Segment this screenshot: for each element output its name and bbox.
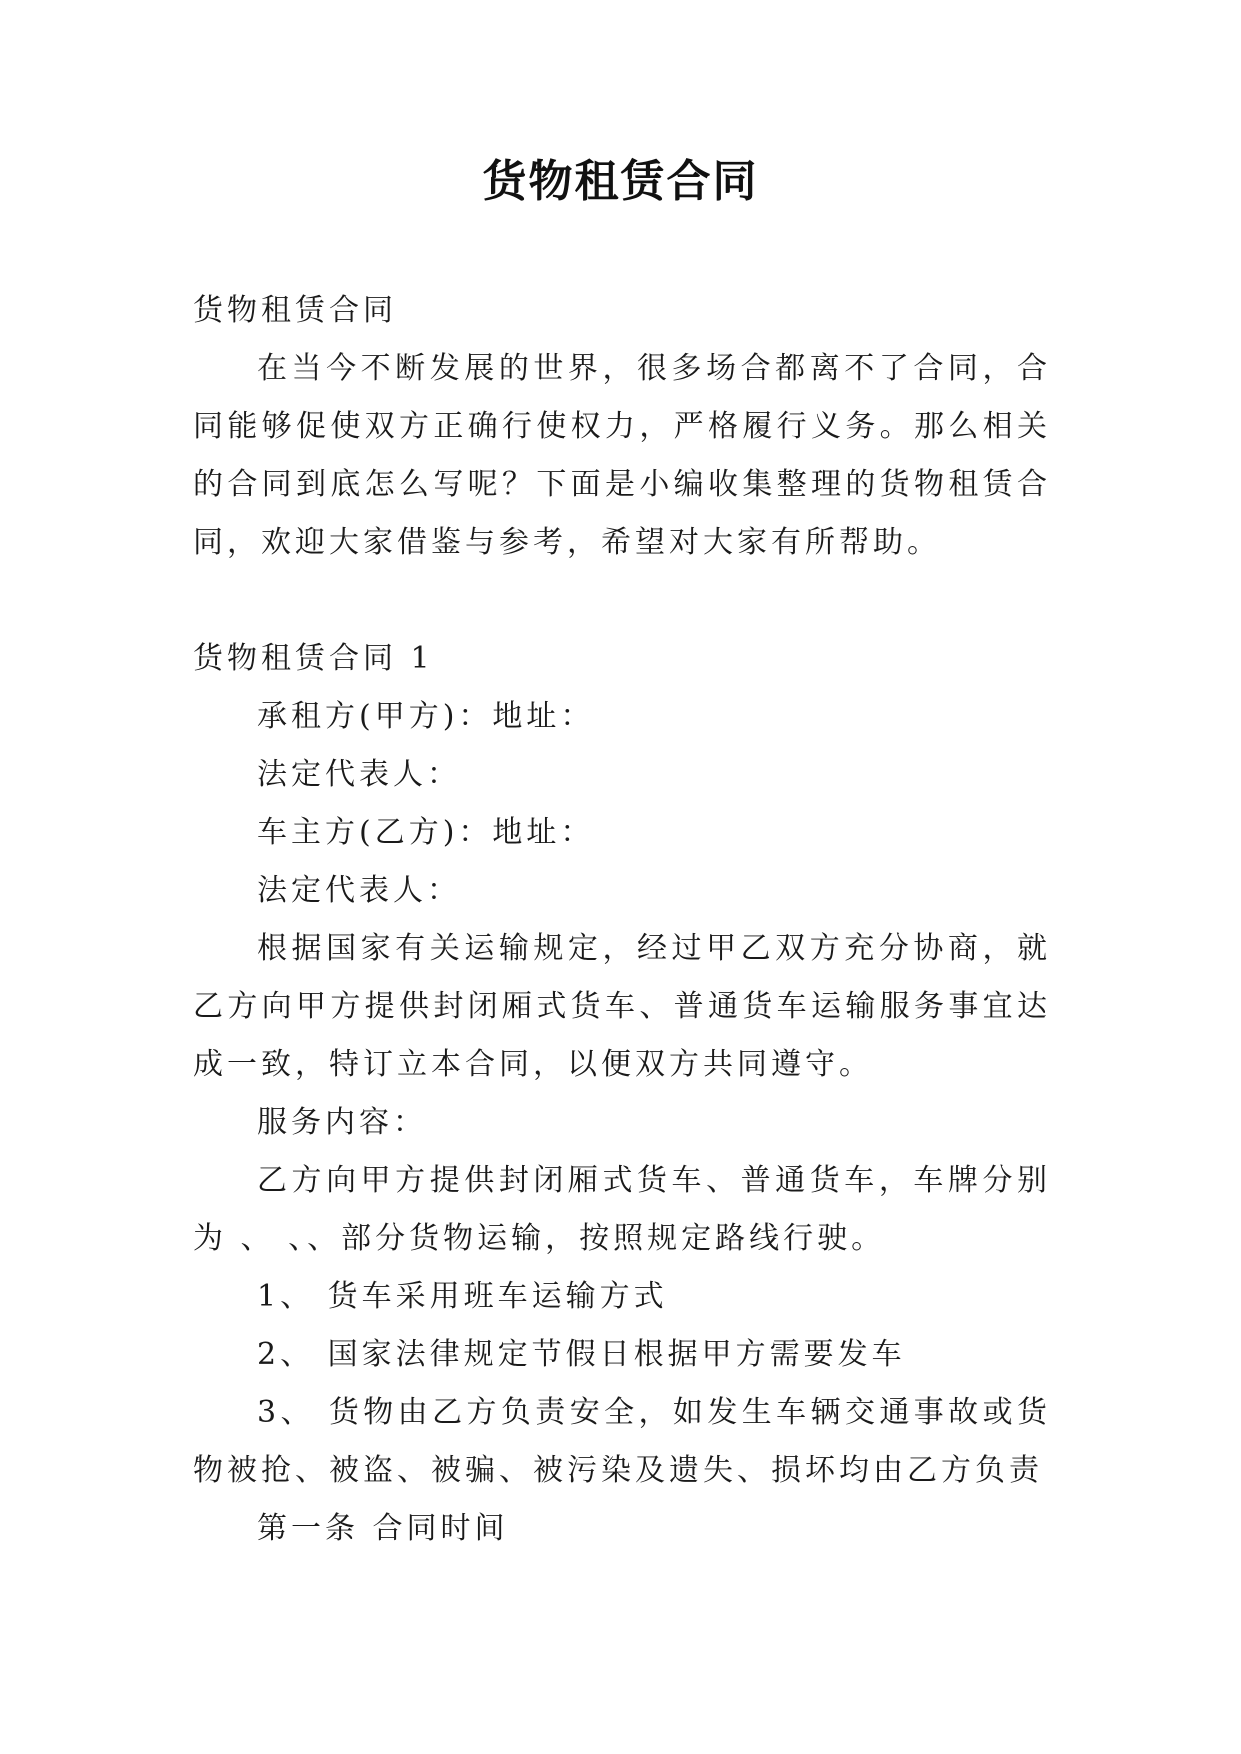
section-heading: 货物租赁合同 [193, 293, 397, 328]
clause-item-3: 3、 货物由乙方负责安全，如发生车辆交通事故或货物被抢、被盗、被骗、被污染及遗失、损坏均由乙方负责 [193, 1395, 1051, 1488]
clause-item-1: 1、 货车采用班车运输方式 [257, 1279, 668, 1314]
document-body [193, 282, 1051, 1558]
service-content-heading: 服务内容： [257, 1105, 427, 1140]
intro-paragraph: 在当今不断发展的世界，很多场合都离不了合同，合同能够促使双方正确行使权力，严格履行义务。那么相关的合同到底怎么写呢？下面是小编收集整理的货物租赁合同，欢迎大家借鉴与参考，希望对大家有所帮助。 [193, 351, 1051, 560]
service-content-paragraph: 乙方向甲方提供封闭厢式货车、普通货车，车牌分别为 、 、、部分货物运输，按照规定路线行驶。 [193, 1163, 1051, 1256]
lessee-representative-line: 法定代表人： [257, 757, 461, 792]
lessee-line: 承租方(甲方)：地址： [257, 699, 595, 734]
preamble-paragraph: 根据国家有关运输规定，经过甲乙双方充分协商，就乙方向甲方提供封闭厢式货车、普通货车运输服务事宜达成一致，特订立本合同，以便双方共同遵守。 [193, 931, 1051, 1082]
article-1-heading: 第一条 合同时间 [257, 1511, 509, 1546]
owner-representative-line: 法定代表人： [257, 873, 461, 908]
document-title: 货物租赁合同 [482, 156, 759, 207]
paragraph-spacer [193, 572, 1051, 630]
clause-item-2: 2、 国家法律规定节假日根据甲方需要发车 [257, 1337, 906, 1372]
owner-line: 车主方(乙方)：地址： [257, 815, 595, 850]
contract-heading: 货物租赁合同 1 [193, 641, 434, 676]
